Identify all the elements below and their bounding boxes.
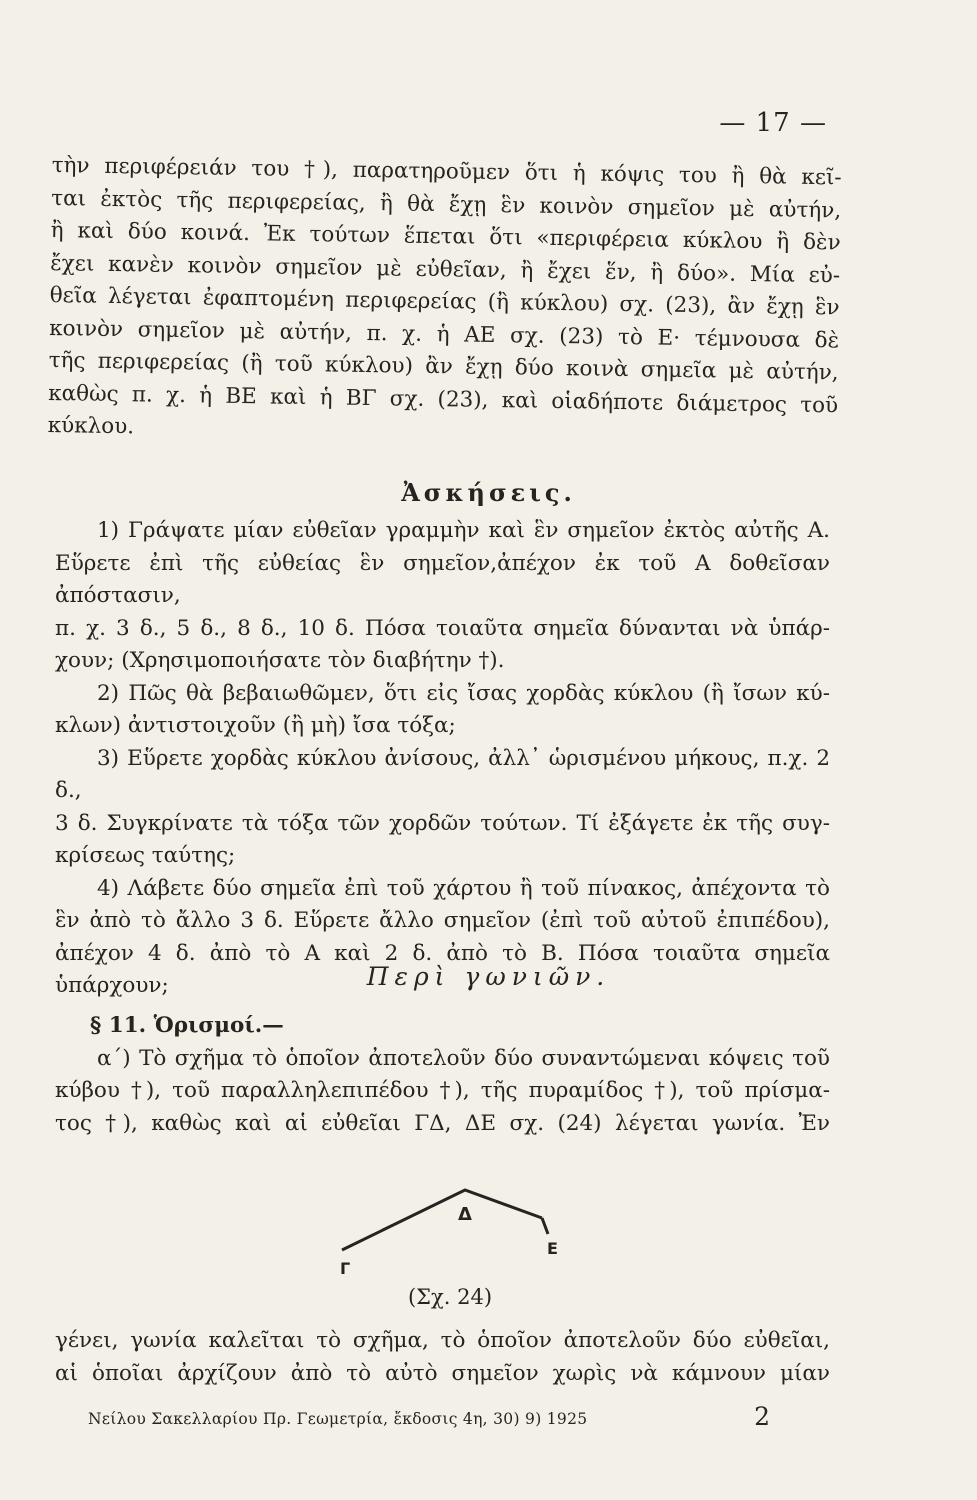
text-line: 1) Γράψατε μίαν εὐθεῖαν γραμμὴν καὶ ἓν σημεῖον ἐκτὸς αὐτῆς Α. (97, 518, 830, 543)
text-line: ἀπέχον 4 δ. ἀπὸ τὸ Α καὶ 2 δ. ἀπὸ τὸ Β. Πόσα τοιαῦτα σημεῖα ὑπάρχουν; (55, 940, 830, 998)
text-line: 4) Λάβετε δύο σημεῖα ἐπὶ τοῦ χάρτου ἢ τοῦ πίνακος, ἀπέχοντα τὸ (97, 875, 830, 901)
text-line: 3 δ. Συγκρίνατε τὰ τόξα τῶν χορδῶν τούτων. Τί ἐξάγετε ἐκ τῆς συγ- (55, 810, 830, 836)
definitions-section (55, 1010, 830, 1140)
text-line: ἢ καὶ δύο κοινά. Ἐκ τούτων ἕπεται ὅτι «περιφέρεια κύκλου ἢ δὲν (50, 217, 841, 256)
text-line: Εὕρετε ἐπὶ τῆς εὐθείας ἓν σημεῖον,ἀπέχον ἐκ τοῦ Α δοθεῖσαν ἀπόστασιν, (55, 550, 830, 608)
text-line: π. χ. 3 δ., 5 δ., 8 δ., 10 δ. Πόσα τοιαῦτα σημεῖα δύνανται νὰ ὑπάρ- (55, 615, 830, 641)
angles-heading: Περὶ γωνιῶν. (366, 962, 611, 991)
text-line: 3) Εὕρετε χορδὰς κύκλου ἀνίσους, ἀλλ᾿ ὡρισμένου μήκους, π.χ. 2 δ., (55, 745, 830, 803)
left-label: Γ (340, 1259, 351, 1278)
angle-tick (542, 1218, 548, 1234)
text-line: κοινὸν σημεῖον μὲ αὐτήν, π. χ. ἡ ΑΕ σχ. (23) τὸ Ε· τέμνουσα δὲ (49, 315, 840, 353)
text-line: κύκλου. (47, 412, 135, 440)
section-label-text: § 11. Ὁρισμοί.— (90, 1013, 284, 1038)
text-line: θεῖα λέγεται ἐφαπτομένη περιφερείας (ἢ κύκλου) σχ. (23), ἂν ἔχῃ ἓν (49, 282, 840, 321)
text-line: καθὼς π. χ. ἡ ΒΕ καὶ ἡ ΒΓ σχ. (23), καὶ οἱαδήποτε διάμετρος τοῦ (47, 380, 839, 418)
figure-caption: (Σχ. 24) (407, 1285, 493, 1309)
text-line: τὴν περιφέρειάν του †), παρατηροῦμεν ὅτι ἡ κόψις του ἢ θὰ κεῖ- (51, 152, 842, 191)
text-line: 2) Πῶς θὰ βεβαιωθῶμεν, ὅτι εἰς ἴσας χορδὰς κύκλου (ἢ ἴσων κύ- (97, 680, 830, 706)
vertex-label: Δ (458, 1204, 472, 1225)
closing-paragraph (55, 1325, 830, 1390)
text-line: ἔχει κανὲν κοινὸν σημεῖον μὲ εὐθεῖαν, ἢ ἔχει ἕν, ἢ δύο». Μία εὐ- (50, 250, 841, 288)
right-label: Ε (547, 1239, 558, 1258)
text-line: κύβου †), τοῦ παραλληλεπιπέδου †), τῆς πυραμίδος †), τοῦ πρίσμα- (55, 1078, 830, 1103)
exercises-heading: Ἀσκήσεις. (401, 478, 576, 507)
text-line: αἱ ὁποῖαι ἀρχίζουν ἀπὸ τὸ αὐτὸ σημεῖον χωρὶς νὰ κάμνουν μίαν (55, 1360, 830, 1386)
exercise-item (55, 678, 830, 743)
text-line: γένει, γωνία καλεῖται τὸ σχῆμα, τὸ ὁποῖον ἀποτελοῦν δύο εὐθεῖαι, (55, 1328, 830, 1353)
angle-figure (320, 1178, 620, 1278)
text-line: κλων) ἀντιστοιχοῦν (ἢ μὴ) ἴσα τόξα; (55, 713, 456, 738)
text-line: α΄) Τὸ σχῆμα τὸ ὁποῖον ἀποτελοῦν δύο συναντώμεναι κόψεις τοῦ (97, 1045, 830, 1071)
exercise-item (55, 515, 830, 678)
angle-lines (342, 1190, 542, 1250)
text-line: κρίσεως ταύτης; (55, 843, 236, 868)
intro-paragraph (47, 150, 841, 455)
text-line: ἓν ἀπὸ τὸ ἄλλο 3 δ. Εὕρετε ἄλλο σημεῖον (ἐπὶ τοῦ αὐτοῦ ἐπιπέδου), (55, 908, 830, 933)
text-line: τος †), καθὼς καὶ αἱ εὐθεῖαι ΓΔ, ΔΕ σχ. (24) λέγεται γωνία. Ἐν (55, 1110, 830, 1136)
text-line: ται ἐκτὸς τῆς περιφερείας, ἢ θὰ ἔχῃ ἓν κοινὸν σημεῖον μὲ αὐτήν, (51, 185, 842, 223)
section-label (55, 1010, 830, 1043)
exercise-item (55, 743, 830, 873)
exercises-list (55, 515, 830, 1003)
page-number: — 17 — (719, 108, 827, 138)
text-line: χουν; (Χρησιμοποιήσατε τὸν διαβήτην †). (55, 648, 505, 673)
sheet-number: 2 (754, 1402, 770, 1431)
book-footer: Νείλου Σακελλαρίου Πρ. Γεωμετρία, ἔκδοσις 4η, 30) 9) 1925 (88, 1410, 588, 1428)
text-line: τῆς περιφερείας (ἢ τοῦ κύκλου) ἂν ἔχῃ δύο κοινὰ σημεῖα μὲ αὐτήν, (48, 347, 839, 386)
